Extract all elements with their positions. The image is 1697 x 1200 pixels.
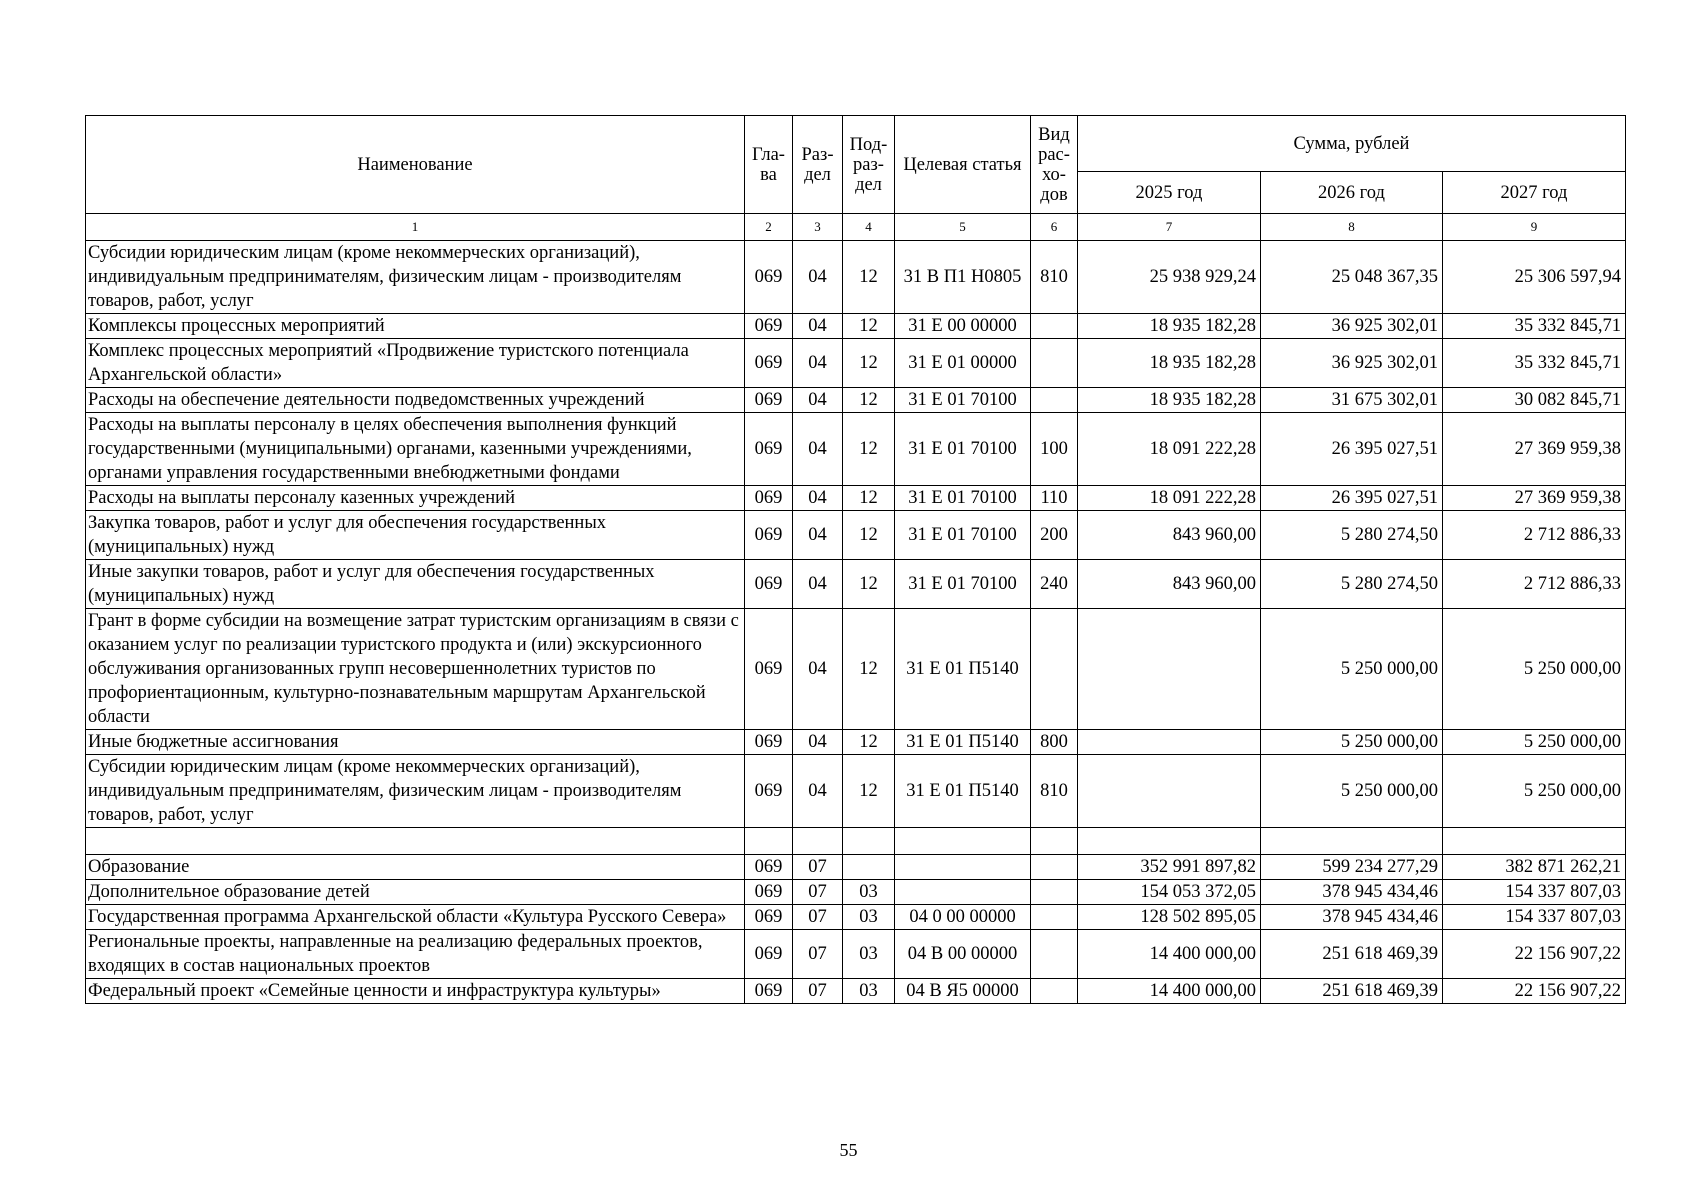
table-row [86,979,1626,1004]
row-target: 31 Е 01 70100 [895,560,1031,609]
row-vid: 100 [1031,413,1078,486]
row-amount-2026: 36 925 302,01 [1261,339,1443,388]
row-amount-2026: 251 618 469,39 [1261,930,1443,979]
table-row [86,880,1626,905]
row-glava: 069 [745,486,793,511]
row-razdel: 04 [793,314,843,339]
row-target: 31 Е 01 70100 [895,511,1031,560]
column-number: 6 [1031,214,1078,241]
row-amount-2026: 26 395 027,51 [1261,413,1443,486]
row-amount-2025 [1078,609,1261,730]
column-number: 7 [1078,214,1261,241]
table-row [86,905,1626,930]
budget-table [85,115,1626,1004]
row-vid: 810 [1031,755,1078,828]
row-amount-2026: 5 280 274,50 [1261,511,1443,560]
row-podrazdel [843,828,895,855]
row-amount-2025: 25 938 929,24 [1078,241,1261,314]
row-razdel: 04 [793,730,843,755]
row-name: Субсидии юридическим лицам (кроме некоммерческих организаций), индивидуальным предпринимателям, физическим лицам - производителям товаров, работ, услуг [86,755,745,828]
table-row [86,241,1626,314]
row-target [895,828,1031,855]
row-podrazdel: 12 [843,413,895,486]
row-target: 31 Е 01 70100 [895,486,1031,511]
row-amount-2027: 5 250 000,00 [1443,609,1626,730]
row-name: Образование [86,855,745,880]
row-glava: 069 [745,314,793,339]
row-target [895,855,1031,880]
row-name: Расходы на выплаты персоналу в целях обеспечения выполнения функций государственными (муниципальными) органами, казенными учреждениями, органами управления государственными внебюджетными фондами [86,413,745,486]
row-name: Дополнительное образование детей [86,880,745,905]
table-row [86,486,1626,511]
row-amount-2026: 5 250 000,00 [1261,755,1443,828]
row-amount-2026: 5 250 000,00 [1261,609,1443,730]
row-amount-2026: 378 945 434,46 [1261,905,1443,930]
row-amount-2025: 843 960,00 [1078,511,1261,560]
row-amount-2025: 14 400 000,00 [1078,979,1261,1004]
header-glava: Гла-ва [745,116,793,214]
row-amount-2027: 22 156 907,22 [1443,930,1626,979]
row-vid [1031,905,1078,930]
row-amount-2025: 18 935 182,28 [1078,339,1261,388]
row-target: 04 0 00 00000 [895,905,1031,930]
table-row [86,609,1626,730]
column-number: 5 [895,214,1031,241]
row-podrazdel: 12 [843,314,895,339]
header-year-2026: 2026 год [1261,172,1443,214]
row-target [895,880,1031,905]
row-glava: 069 [745,730,793,755]
row-podrazdel: 12 [843,560,895,609]
table-body [86,241,1626,1004]
row-podrazdel: 03 [843,905,895,930]
table-row [86,755,1626,828]
table-row [86,730,1626,755]
row-vid [1031,314,1078,339]
row-amount-2025: 18 935 182,28 [1078,314,1261,339]
row-name: Расходы на обеспечение деятельности подведомственных учреждений [86,388,745,413]
row-amount-2026: 5 250 000,00 [1261,730,1443,755]
header-razdel: Раз-дел [793,116,843,214]
row-amount-2027: 27 369 959,38 [1443,486,1626,511]
row-razdel: 04 [793,560,843,609]
row-glava: 069 [745,905,793,930]
row-podrazdel: 12 [843,486,895,511]
row-amount-2027: 27 369 959,38 [1443,413,1626,486]
row-glava: 069 [745,241,793,314]
row-glava: 069 [745,880,793,905]
row-razdel: 04 [793,241,843,314]
row-name: Иные закупки товаров, работ и услуг для обеспечения государственных (муниципальных) нужд [86,560,745,609]
row-glava: 069 [745,339,793,388]
row-name: Закупка товаров, работ и услуг для обеспечения государственных (муниципальных) нужд [86,511,745,560]
row-razdel [793,828,843,855]
column-number: 8 [1261,214,1443,241]
table-row [86,560,1626,609]
row-vid: 110 [1031,486,1078,511]
row-vid [1031,930,1078,979]
row-amount-2026 [1261,828,1443,855]
row-razdel: 04 [793,388,843,413]
row-amount-2027: 5 250 000,00 [1443,755,1626,828]
row-podrazdel: 12 [843,339,895,388]
header-name: Наименование [86,116,745,214]
row-vid: 200 [1031,511,1078,560]
row-target: 31 Е 01 00000 [895,339,1031,388]
header-year-2027: 2027 год [1443,172,1626,214]
row-target: 31 Е 01 П5140 [895,609,1031,730]
row-podrazdel: 03 [843,930,895,979]
row-vid [1031,609,1078,730]
row-amount-2026: 599 234 277,29 [1261,855,1443,880]
row-name: Федеральный проект «Семейные ценности и инфраструктура культуры» [86,979,745,1004]
row-amount-2025 [1078,730,1261,755]
row-amount-2026: 26 395 027,51 [1261,486,1443,511]
header-year-2025: 2025 год [1078,172,1261,214]
row-podrazdel: 12 [843,730,895,755]
row-amount-2027 [1443,828,1626,855]
row-amount-2026: 36 925 302,01 [1261,314,1443,339]
row-razdel: 04 [793,755,843,828]
row-podrazdel: 12 [843,388,895,413]
row-glava: 069 [745,413,793,486]
row-target: 31 Е 01 П5140 [895,755,1031,828]
header-target: Целевая статья [895,116,1031,214]
row-glava [745,828,793,855]
row-amount-2026: 5 280 274,50 [1261,560,1443,609]
row-target: 31 Е 01 70100 [895,413,1031,486]
row-amount-2025: 18 935 182,28 [1078,388,1261,413]
row-razdel: 07 [793,880,843,905]
table-row [86,314,1626,339]
row-amount-2025: 843 960,00 [1078,560,1261,609]
row-vid [1031,880,1078,905]
row-name: Комплексы процессных мероприятий [86,314,745,339]
table-row [86,828,1626,855]
header-vid: Вид рас-хо-дов [1031,116,1078,214]
column-number: 1 [86,214,745,241]
row-target: 31 Е 00 00000 [895,314,1031,339]
row-amount-2027: 154 337 807,03 [1443,880,1626,905]
column-number: 3 [793,214,843,241]
row-amount-2027: 25 306 597,94 [1443,241,1626,314]
row-podrazdel: 03 [843,880,895,905]
row-glava: 069 [745,979,793,1004]
row-razdel: 04 [793,511,843,560]
row-amount-2027: 5 250 000,00 [1443,730,1626,755]
row-target: 31 В П1 Н0805 [895,241,1031,314]
header-sum: Сумма, рублей [1078,116,1626,172]
table-row [86,388,1626,413]
row-podrazdel [843,855,895,880]
row-glava: 069 [745,930,793,979]
row-amount-2027: 154 337 807,03 [1443,905,1626,930]
row-amount-2027: 2 712 886,33 [1443,560,1626,609]
row-target: 04 В 00 00000 [895,930,1031,979]
row-podrazdel: 12 [843,609,895,730]
row-amount-2025: 352 991 897,82 [1078,855,1261,880]
table-row [86,855,1626,880]
row-name: Иные бюджетные ассигнования [86,730,745,755]
row-amount-2027: 382 871 262,21 [1443,855,1626,880]
row-amount-2025: 18 091 222,28 [1078,486,1261,511]
row-glava: 069 [745,511,793,560]
row-razdel: 07 [793,979,843,1004]
row-vid: 800 [1031,730,1078,755]
row-vid [1031,855,1078,880]
row-amount-2027: 22 156 907,22 [1443,979,1626,1004]
row-target: 31 Е 01 П5140 [895,730,1031,755]
row-amount-2027: 35 332 845,71 [1443,314,1626,339]
row-razdel: 07 [793,930,843,979]
row-amount-2027: 35 332 845,71 [1443,339,1626,388]
row-vid [1031,388,1078,413]
row-razdel: 07 [793,855,843,880]
table-row [86,930,1626,979]
row-target: 31 Е 01 70100 [895,388,1031,413]
row-name: Государственная программа Архангельской области «Культура Русского Севера» [86,905,745,930]
row-amount-2025: 18 091 222,28 [1078,413,1261,486]
row-podrazdel: 12 [843,241,895,314]
row-razdel: 04 [793,486,843,511]
row-name: Грант в форме субсидии на возмещение затрат туристским организациям в связи с оказанием услуг по реализации туристского продукта и (или) экскурсионного обслуживания организованных групп несовершеннолетних туристов по профориентационным, культурно-познавательным маршрутам Архангельской области [86,609,745,730]
row-vid: 810 [1031,241,1078,314]
row-amount-2026: 31 675 302,01 [1261,388,1443,413]
row-razdel: 07 [793,905,843,930]
table-row [86,339,1626,388]
row-podrazdel: 03 [843,979,895,1004]
column-number-row [86,214,1626,241]
row-razdel: 04 [793,339,843,388]
row-podrazdel: 12 [843,511,895,560]
row-vid [1031,828,1078,855]
column-number: 9 [1443,214,1626,241]
column-number: 4 [843,214,895,241]
row-razdel: 04 [793,413,843,486]
row-razdel: 04 [793,609,843,730]
row-glava: 069 [745,388,793,413]
row-glava: 069 [745,755,793,828]
row-vid: 240 [1031,560,1078,609]
table-row [86,413,1626,486]
row-amount-2027: 2 712 886,33 [1443,511,1626,560]
row-vid [1031,339,1078,388]
row-amount-2025: 128 502 895,05 [1078,905,1261,930]
row-name: Расходы на выплаты персоналу казенных учреждений [86,486,745,511]
row-name: Комплекс процессных мероприятий «Продвижение туристского потенциала Архангельской области» [86,339,745,388]
row-target: 04 В Я5 00000 [895,979,1031,1004]
row-amount-2027: 30 082 845,71 [1443,388,1626,413]
row-glava: 069 [745,855,793,880]
row-glava: 069 [745,609,793,730]
row-amount-2026: 251 618 469,39 [1261,979,1443,1004]
row-amount-2026: 25 048 367,35 [1261,241,1443,314]
row-name: Региональные проекты, направленные на реализацию федеральных проектов, входящих в состав национальных проектов [86,930,745,979]
column-number: 2 [745,214,793,241]
row-amount-2025: 154 053 372,05 [1078,880,1261,905]
row-amount-2026: 378 945 434,46 [1261,880,1443,905]
row-podrazdel: 12 [843,755,895,828]
row-amount-2025: 14 400 000,00 [1078,930,1261,979]
row-amount-2025 [1078,755,1261,828]
table-row [86,511,1626,560]
row-name [86,828,745,855]
row-vid [1031,979,1078,1004]
page-number: 55 [839,1140,858,1160]
row-glava: 069 [745,560,793,609]
row-name: Субсидии юридическим лицам (кроме некоммерческих организаций), индивидуальным предпринимателям, физическим лицам - производителям товаров, работ, услуг [86,241,745,314]
header-podrazdel: Под-раз-дел [843,116,895,214]
row-amount-2025 [1078,828,1261,855]
